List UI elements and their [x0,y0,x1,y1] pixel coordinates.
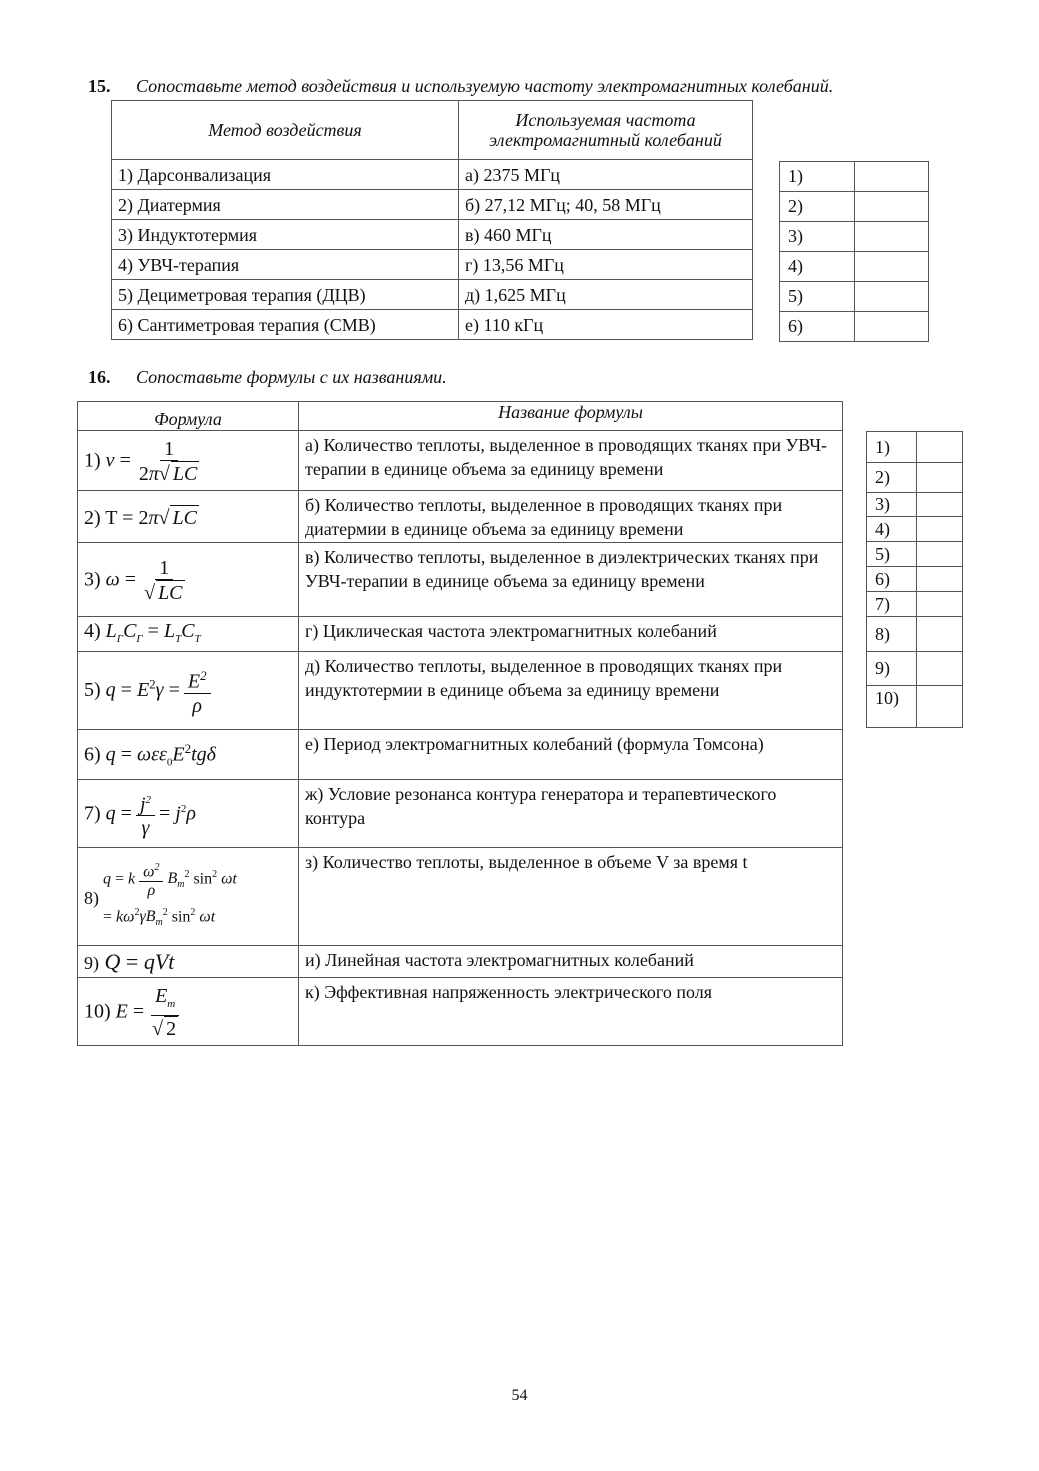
answer-box[interactable] [855,282,929,312]
header-formula: Формула [78,402,299,431]
formula-cell: 10) E = $\frac{E_m}{√ 2}$ [78,978,299,1046]
name-cell: а) Количество теплоты, выделенное в проводящих тканях при УВЧ-терапии в единице объема за единицу времени [299,431,843,491]
answer-box[interactable] [855,252,929,282]
answer-label: 6) [780,312,855,342]
answer-label: 5) [867,542,917,567]
answer-box[interactable] [917,432,963,463]
answer-label: 7) [867,592,917,617]
answer-label: 9) [867,652,917,686]
name-cell: б) Количество теплоты, выделенное в проводящих тканях при диатермии в единице объема за единицу времени [299,491,843,543]
frequency-cell: в) 460 МГц [459,220,753,250]
header-frequency: Используемая частота электромагнитный колебаний [459,101,753,160]
answer-label: 3) [780,222,855,252]
name-cell: ж) Условие резонанса контура генератора и терапевтического контура [299,780,843,848]
formula-cell: 1) ν = $\frac{1}{2\pi√ LC}$ [78,431,299,491]
table-row [78,431,843,491]
formulas-table [77,401,843,1046]
question-text: Сопоставьте формулы с их названиями. [136,367,447,387]
answer-label: 1) [780,162,855,192]
answer-label: 3) [867,493,917,517]
answer-label: 6) [867,567,917,592]
name-cell: и) Линейная частота электромагнитных колебаний [299,946,843,978]
method-cell: 6) Сантиметровая терапия (СМВ) [112,310,459,340]
answer-box[interactable] [917,542,963,567]
method-cell: 1) Дарсонвализация [112,160,459,190]
answer-box[interactable] [917,592,963,617]
answer-grid-16 [866,431,963,728]
methods-table [111,100,753,340]
method-cell: 4) УВЧ-терапия [112,250,459,280]
answer-label: 5) [780,282,855,312]
method-cell: 5) Дециметровая терапия (ДЦВ) [112,280,459,310]
formula-cell: 5) $q = E^2\gamma$ = $\frac{E^2}{\rho}$ [78,652,299,730]
question-number: 16. [88,367,111,387]
table-row [78,780,843,848]
answer-box[interactable] [855,312,929,342]
name-cell: г) Циклическая частота электромагнитных колебаний [299,617,843,652]
formula-cell: 2) T = 2π√ LC [78,491,299,543]
answer-box[interactable] [917,567,963,592]
table-row [112,190,753,220]
table-row [112,220,753,250]
answer-label: 4) [780,252,855,282]
formula-cell: 4) $L_ГC_Г = L_TC_T$ [78,617,299,652]
name-cell: к) Эффективная напряженность электрического поля [299,978,843,1046]
answer-box[interactable] [855,162,929,192]
table-row [112,160,753,190]
answer-box[interactable] [917,617,963,652]
name-cell: з) Количество теплоты, выделенное в объеме V за время t [299,848,843,946]
formula-cell: 7) q = $\frac{j^2}{\gamma}$ = $j^2\rho$ [78,780,299,848]
frequency-cell: д) 1,625 МГц [459,280,753,310]
method-cell: 2) Диатермия [112,190,459,220]
question-text: Сопоставьте метод воздействия и используемую частоту электромагнитных колебаний. [136,76,834,96]
table-row [78,978,843,1046]
formula-cell: 9) Q = qVt [78,946,299,978]
answer-box[interactable] [917,517,963,542]
formula-cell: 8) q = k $\frac{\omega^2}{\rho}$ $B_m^2$ $\sin^2 \omega t$ = $k\omega^2\gamma B_m^2$ $\sin^2 \omega t$ [78,848,299,946]
frequency-cell: б) 27,12 МГц; 40, 58 МГц [459,190,753,220]
table-row [112,250,753,280]
table-row [78,543,843,617]
question-16-title [88,367,447,388]
table-row [78,491,843,543]
header-method: Метод воздействия [112,101,459,160]
frequency-cell: г) 13,56 МГц [459,250,753,280]
frequency-cell: е) 110 кГц [459,310,753,340]
answer-grid-15 [779,161,929,342]
answer-box[interactable] [917,493,963,517]
question-15-title [88,76,833,97]
table-row [78,617,843,652]
frequency-cell: а) 2375 МГц [459,160,753,190]
table-row [112,310,753,340]
question-number: 15. [88,76,111,96]
table-row [78,652,843,730]
method-cell: 3) Индуктотермия [112,220,459,250]
answer-box[interactable] [917,463,963,493]
formula-cell: 3) ω = $\frac{1}{√ LC}$ [78,543,299,617]
answer-label: 2) [780,192,855,222]
answer-box[interactable] [855,222,929,252]
name-cell: в) Количество теплоты, выделенное в диэлектрических тканях при УВЧ-терапии в единице объема за единицу времени [299,543,843,617]
answer-box[interactable] [855,192,929,222]
table-row [112,280,753,310]
answer-label: 4) [867,517,917,542]
header-name: Название формулы [299,402,843,431]
table-row [78,848,843,946]
name-cell: е) Период электромагнитных колебаний (формула Томсона) [299,730,843,780]
answer-label: 1) [867,432,917,463]
answer-label: 10) [867,686,917,728]
table-row [78,946,843,978]
name-cell: д) Количество теплоты, выделенное в проводящих тканях при индуктотермии в единице объема за единицу времени [299,652,843,730]
answer-box[interactable] [917,686,963,728]
answer-label: 2) [867,463,917,493]
answer-label: 8) [867,617,917,652]
formula-cell: 6) $q = \omega\varepsilon\varepsilon_0E^2tg\delta$ [78,730,299,780]
answer-box[interactable] [917,652,963,686]
table-row [78,730,843,780]
page-number: 54 [511,1387,528,1404]
